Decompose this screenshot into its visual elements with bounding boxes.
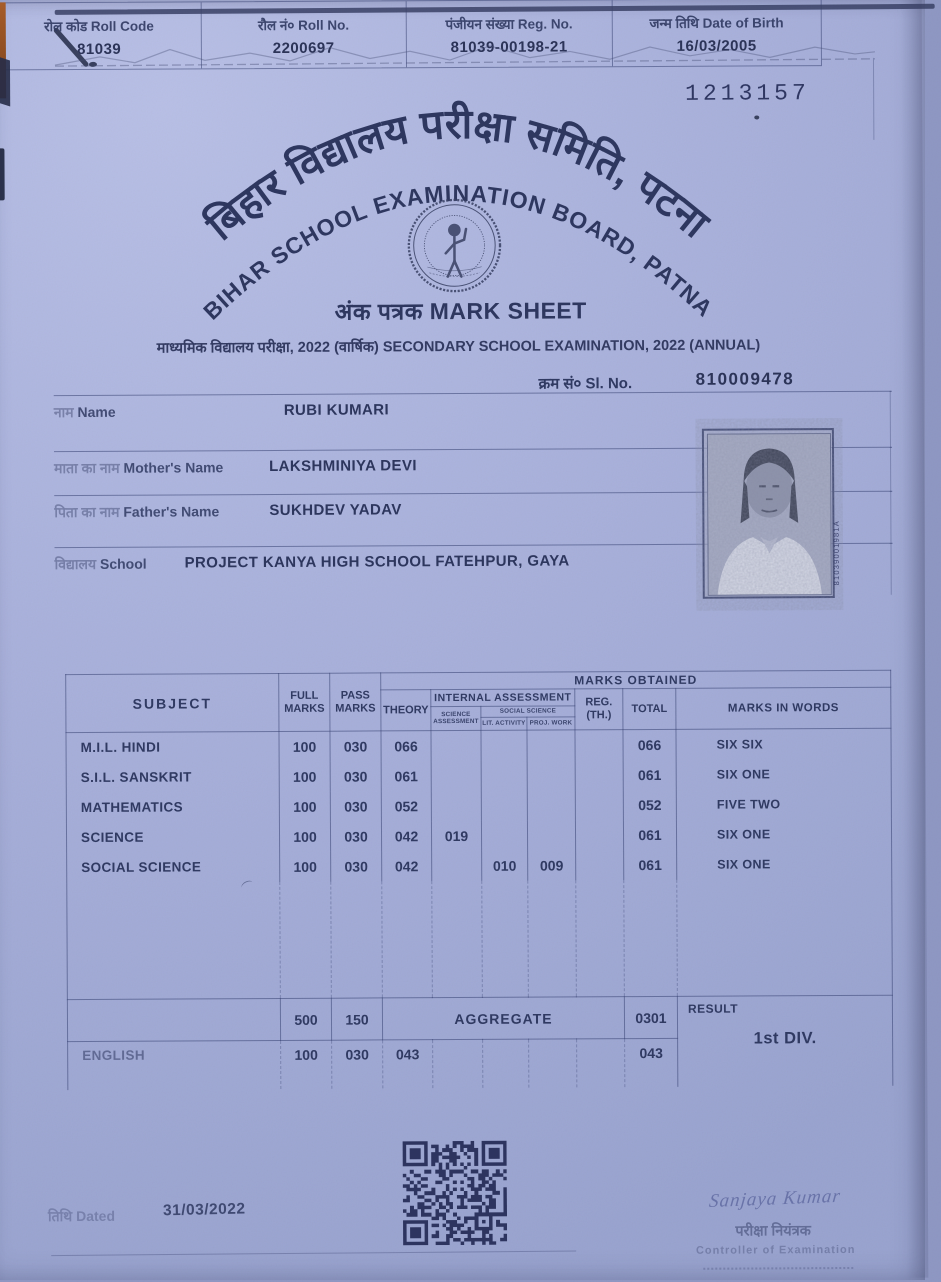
header-theory: THEORY xyxy=(381,690,431,731)
table-row xyxy=(66,758,891,792)
aggregate-pass: 150 xyxy=(331,998,382,1040)
total-cell: 061 xyxy=(624,849,677,879)
lit-cell xyxy=(481,760,527,790)
full-cell: 100 xyxy=(279,731,330,761)
roll-code-value: 81039 xyxy=(76,40,122,58)
table-row xyxy=(66,788,891,822)
pass-cell: 030 xyxy=(331,851,382,881)
total-cell: 052 xyxy=(623,789,676,819)
aggregate-subject-cell xyxy=(67,998,280,1041)
english-subject: ENGLISH xyxy=(68,1040,281,1089)
lit-cell xyxy=(481,730,527,760)
full-cell: 100 xyxy=(280,851,331,881)
table-row xyxy=(66,818,891,852)
serial-box-line xyxy=(873,58,874,140)
student-photo-image xyxy=(707,433,841,596)
sl-no-value: 810009478 xyxy=(695,369,795,389)
pass-cell: 030 xyxy=(330,821,381,851)
pass-cell: 030 xyxy=(330,761,381,791)
subject-cell: SOCIAL SCIENCE xyxy=(67,851,280,882)
header-total: TOTAL xyxy=(623,688,676,729)
designation-english: Controller of Examination xyxy=(695,1243,856,1257)
scan-edge-wedge xyxy=(0,56,10,106)
proj-cell xyxy=(527,760,575,790)
sci-cell xyxy=(432,850,482,880)
school-label-hindi: विद्यालय xyxy=(54,555,97,573)
pass-cell: 030 xyxy=(330,731,381,761)
english-pass: 030 xyxy=(332,1040,383,1088)
top-serial-number: 1213157 xyxy=(685,80,810,107)
header-pass-marks: PASS MARKS xyxy=(330,673,381,731)
header-proj-work: PROJ. WORK xyxy=(527,717,575,730)
photo-serial-number: 81039001981A xyxy=(831,520,841,586)
signature-underline xyxy=(703,1266,853,1270)
result-cell xyxy=(677,995,893,1086)
aggregate-label: AGGREGATE xyxy=(382,997,624,1040)
theory-cell: 042 xyxy=(382,851,432,881)
words-cell: FIVE TWO xyxy=(676,788,891,819)
header-lit-activity: LIT. ACTIVITY xyxy=(481,717,527,730)
total-cell: 066 xyxy=(623,729,676,759)
school-label: School xyxy=(99,555,147,572)
reg-cell xyxy=(575,820,623,850)
table-row xyxy=(66,728,891,762)
board-name-english: BIHAR SCHOOL EXAMINATION BOARD, PATNA xyxy=(198,179,719,325)
school-value: PROJECT KANYA HIGH SCHOOL FATEHPUR, GAYA xyxy=(184,552,570,572)
mother-label-hindi: माता का नाम xyxy=(54,459,120,477)
header-marks-in-words: MARKS IN WORDS xyxy=(676,687,891,729)
result-label: RESULT xyxy=(687,1001,739,1016)
aggregate-full: 500 xyxy=(280,998,331,1040)
pass-cell: 030 xyxy=(330,791,381,821)
words-cell: SIX ONE xyxy=(676,758,891,789)
subject-cell: M.I.L. HINDI xyxy=(66,731,279,762)
header-social-science: SOCIAL SCIENCE xyxy=(481,706,575,717)
full-cell: 100 xyxy=(279,791,330,821)
reg-cell xyxy=(575,760,623,790)
scan-right-fold xyxy=(900,0,929,1278)
lit-cell xyxy=(481,820,527,850)
subject-cell: S.I.L. SANSKRIT xyxy=(66,761,279,792)
board-name-hindi: बिहार विद्यालय परीक्षा समिति, पटना xyxy=(198,100,718,249)
roll-code-label: रोल कोड Roll Code xyxy=(44,18,154,34)
proj-cell xyxy=(527,730,575,760)
father-name-value: SUKHDEV YADAV xyxy=(269,501,402,520)
header-marks-obtained: MARKS OBTAINED xyxy=(381,670,891,690)
total-cell: 061 xyxy=(623,819,676,849)
reg-cell xyxy=(575,790,623,820)
header-subject: SUBJECT xyxy=(66,673,279,732)
father-label: Father's Name xyxy=(123,503,220,520)
total-cell: 061 xyxy=(623,759,676,789)
header-internal-assessment: INTERNAL ASSESSMENT xyxy=(431,689,575,707)
english-full: 100 xyxy=(281,1040,332,1088)
header-science-assessment: SCIENCE ASSESSMENT xyxy=(431,706,481,730)
dated-value: 31/03/2022 xyxy=(162,1200,246,1220)
controller-signature: Sanjaya Kumar xyxy=(708,1185,842,1213)
subject-cell: SCIENCE xyxy=(66,821,279,852)
field-name xyxy=(54,391,892,422)
mother-name-value: LAKSHMINIYA DEVI xyxy=(269,457,417,476)
qr-code xyxy=(403,1141,508,1246)
proj-cell xyxy=(527,790,575,820)
reg-cell xyxy=(576,850,624,880)
reg-cell xyxy=(575,730,623,760)
board-seal-icon xyxy=(406,197,504,295)
designation-hindi: परीक्षा नियंत्रक xyxy=(735,1223,811,1240)
full-cell: 100 xyxy=(279,821,330,851)
words-cell: SIX SIX xyxy=(676,728,891,759)
sci-cell xyxy=(431,790,481,820)
marks-table xyxy=(65,670,893,1090)
dob-label: जन्म तिथि Date of Birth xyxy=(649,14,784,31)
dated-label xyxy=(48,1207,115,1226)
scan-edge-mark xyxy=(0,148,5,200)
mother-label: Mother's Name xyxy=(123,459,224,476)
roll-no-value: 2200697 xyxy=(272,39,335,57)
table-row xyxy=(67,848,892,882)
sl-no-label: क्रम सं० Sl. No. xyxy=(538,375,633,393)
theory-cell: 042 xyxy=(381,821,431,851)
proj-cell: 009 xyxy=(528,850,576,880)
proj-cell xyxy=(527,820,575,850)
words-cell: SIX ONE xyxy=(676,818,891,849)
blank-rows xyxy=(67,878,893,999)
mark-sheet-title: अंक पत्रक MARK SHEET xyxy=(334,297,587,325)
sci-cell xyxy=(431,760,481,790)
dated-label-hindi: तिथि xyxy=(47,1208,73,1225)
full-cell: 100 xyxy=(279,761,330,791)
english-theory: 043 xyxy=(383,1040,433,1088)
sci-cell xyxy=(431,730,481,760)
english-total: 043 xyxy=(625,1038,678,1086)
name-label: Name xyxy=(77,403,116,421)
student-photo xyxy=(702,428,841,599)
theory-cell: 052 xyxy=(381,791,431,821)
sci-cell: 019 xyxy=(431,820,481,850)
roll-no-label: रौल नं० Roll No. xyxy=(257,17,350,33)
header-full-marks: FULL MARKS xyxy=(279,673,330,731)
student-name-value: RUBI KUMARI xyxy=(283,401,390,419)
reg-no-label: पंजीयन संख्या Reg. No. xyxy=(445,15,573,32)
dob-value: 16/03/2005 xyxy=(676,36,757,55)
mountain-sketch xyxy=(55,34,877,70)
examination-line: माध्यमिक विद्यालय परीक्षा, 2022 (वार्षिक) SECONDARY SCHOOL EXAMINATION, 2022 (ANNUAL) xyxy=(156,337,761,357)
reg-no-value: 81039-00198-21 xyxy=(450,37,568,56)
lit-cell: 010 xyxy=(482,850,528,880)
theory-cell: 066 xyxy=(381,731,431,761)
lit-cell xyxy=(481,790,527,820)
aggregate-row xyxy=(67,995,892,1041)
aggregate-total: 0301 xyxy=(624,996,677,1038)
father-label-hindi: पिता का नाम xyxy=(54,503,120,521)
dated-label-english: Dated xyxy=(76,1207,116,1225)
footer-faint-line xyxy=(51,1250,576,1256)
words-cell: SIX ONE xyxy=(677,848,892,879)
result-value: 1st DIV. xyxy=(753,1029,817,1048)
header-reg-th: REG. (TH.) xyxy=(575,689,623,730)
name-label-hindi: नाम xyxy=(53,404,74,421)
subject-cell: MATHEMATICS xyxy=(66,791,279,822)
theory-cell: 061 xyxy=(381,761,431,791)
